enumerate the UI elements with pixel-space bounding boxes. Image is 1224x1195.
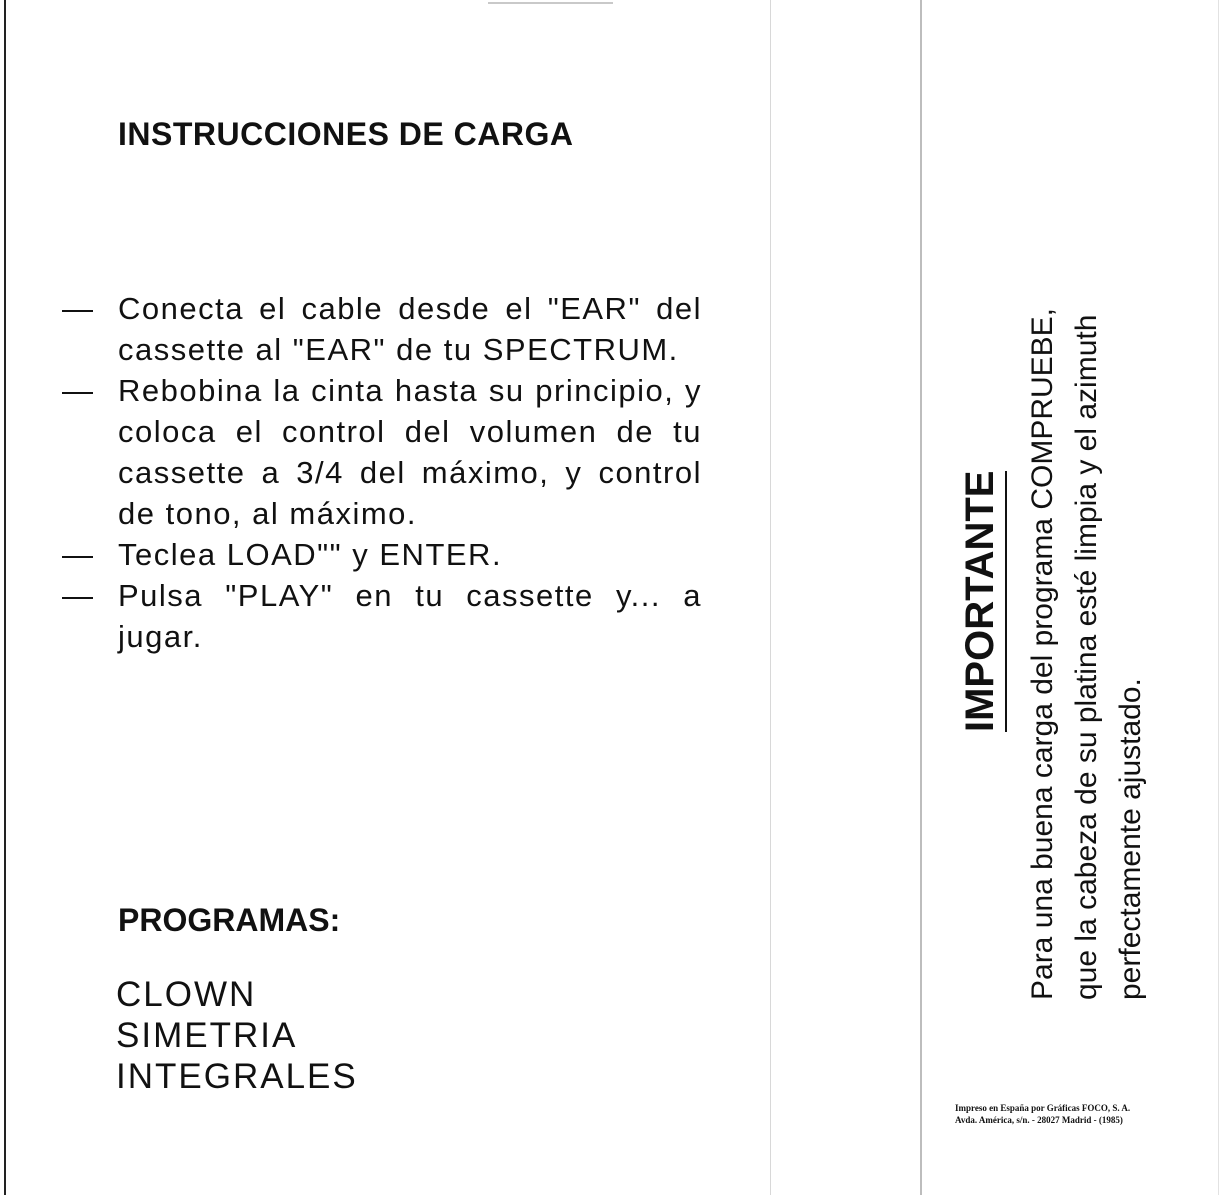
- spine-fold-line: [920, 0, 922, 1195]
- important-line: que la cabeza de su platina esté limpia y el azimuth: [1070, 314, 1103, 1000]
- programs-list: [116, 974, 358, 1097]
- step-text: Conecta el cable desde el "EAR" del cassette al "EAR" de tu SPECTRUM.: [118, 291, 702, 367]
- program-item: SIMETRIA: [116, 1016, 298, 1055]
- step-dash: —: [62, 537, 95, 572]
- important-title: IMPORTANTE: [958, 471, 1007, 732]
- step-dash: —: [62, 291, 95, 326]
- instruction-step: [62, 575, 702, 657]
- instructions-heading: INSTRUCCIONES DE CARGA: [118, 116, 574, 152]
- instruction-step: [62, 288, 702, 370]
- step-dash: —: [62, 373, 95, 408]
- instruction-steps: [62, 288, 702, 657]
- right-edge-line: [1218, 0, 1219, 1195]
- important-line: Para una buena carga del programa COMPRUEBE,: [1026, 307, 1059, 1000]
- program-item: INTEGRALES: [116, 1057, 358, 1096]
- step-text: Teclea LOAD"" y ENTER.: [118, 537, 503, 572]
- program-item: CLOWN: [116, 975, 257, 1014]
- imprint-line: Avda. América, s/n. - 28027 Madrid - (1985): [955, 1115, 1123, 1125]
- step-text: Rebobina la cinta hasta su principio, y coloca el control del volumen de tu cassette a 3/4 del máximo, y control de tono, al máximo.: [118, 373, 702, 531]
- important-line: perfectamente ajustado.: [1114, 678, 1147, 1000]
- important-body: [1021, 308, 1153, 1000]
- instruction-step: [62, 370, 702, 534]
- step-dash: —: [62, 578, 95, 613]
- printer-imprint: [955, 1102, 1185, 1126]
- imprint-line: Impreso en España por Gráficas FOCO, S. A.: [955, 1103, 1131, 1113]
- important-notice: [958, 308, 1153, 1000]
- fold-line: [770, 0, 771, 1195]
- instruction-step: [62, 534, 702, 575]
- crop-mark: [488, 2, 613, 4]
- step-text: Pulsa "PLAY" en tu cassette y... a jugar.: [118, 578, 702, 654]
- left-edge-line: [4, 0, 6, 1195]
- programs-heading: PROGRAMAS:: [118, 902, 341, 938]
